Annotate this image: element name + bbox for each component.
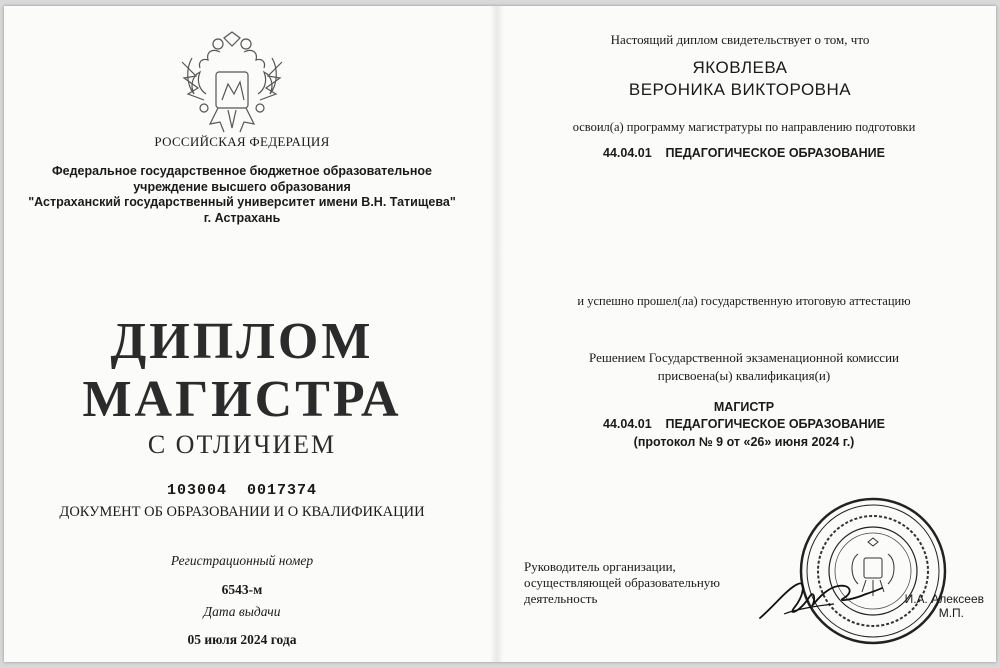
- issue-date-label: Дата выдачи: [203, 604, 281, 619]
- signer-name: И.А. Алексеев: [904, 592, 984, 606]
- registration-label: Регистрационный номер: [170, 553, 314, 568]
- institution-line: учреждение высшего образования: [133, 179, 351, 194]
- program-text: освоил(а) программу магистратуры по направлению подготовки: [572, 120, 916, 134]
- institution-line: "Астраханский государственный университет имени В.Н. Татищева": [28, 195, 456, 209]
- document-number: 103004 0017374: [166, 482, 318, 499]
- document-type: ДОКУМЕНТ ОБ ОБРАЗОВАНИИ И О КВАЛИФИКАЦИИ: [59, 504, 425, 520]
- graduate-given-names: ВЕРОНИКА ВИКТОРОВНА: [628, 80, 852, 99]
- diploma-title-line2: МАГИСТРА: [82, 371, 402, 428]
- head-label-line: деятельность: [524, 591, 598, 606]
- stamp-place-mark: М.П.: [938, 606, 964, 620]
- institution-name: [24, 164, 460, 226]
- attestation-text: и успешно прошел(ла) государственную итоговую аттестацию: [577, 294, 911, 308]
- head-of-organization-label: [524, 559, 754, 607]
- page-fold: [490, 6, 504, 662]
- handwritten-signature-icon: [754, 566, 884, 626]
- qualification-specialty: 44.04.01 ПЕДАГОГИЧЕСКОЕ ОБРАЗОВАНИЕ: [603, 417, 885, 431]
- protocol: (протокол № 9 от «26» июня 2024 г.): [633, 435, 855, 449]
- head-label-line: осуществляющей образовательную: [524, 575, 720, 590]
- country-name: РОССИЙСКАЯ ФЕДЕРАЦИЯ: [154, 134, 330, 149]
- diploma-sheet: [4, 6, 996, 662]
- head-label-line: Руководитель организации,: [524, 559, 676, 574]
- qualification: МАГИСТР: [713, 400, 775, 414]
- decision-line2: присвоена(ы) квалификация(и): [657, 368, 831, 383]
- institution-line: г. Астрахань: [203, 210, 281, 225]
- specialty: 44.04.01 ПЕДАГОГИЧЕСКОЕ ОБРАЗОВАНИЕ: [603, 146, 885, 160]
- certificate-intro: Настоящий диплом свидетельствует о том, что: [610, 32, 870, 47]
- institution-line: Федеральное государственное бюджетное образовательное: [52, 164, 432, 178]
- decision-line1: Решением Государственной экзаменационной комиссии: [589, 350, 899, 365]
- diploma-title-line1: ДИПЛОМ: [110, 313, 374, 370]
- graduate-surname: ЯКОВЛЕВА: [692, 58, 788, 77]
- russian-coat-of-arms-icon: [172, 28, 292, 138]
- registration-number: 6543-м: [221, 582, 263, 597]
- issue-date: 05 июля 2024 года: [187, 632, 297, 647]
- diploma-title-honors: С ОТЛИЧИЕМ: [147, 430, 337, 459]
